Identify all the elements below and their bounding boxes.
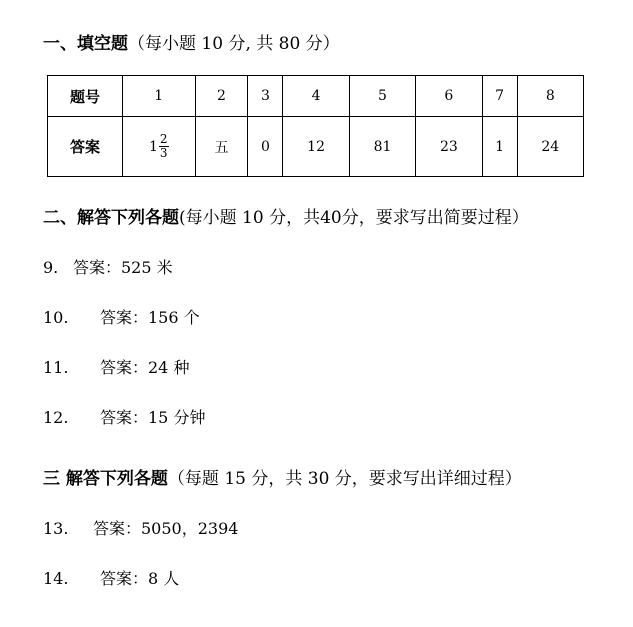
answer-line	[43, 260, 173, 276]
answer-cell-7: 1	[482, 117, 517, 177]
question-number-cell: 6	[416, 76, 482, 117]
section1-heading	[43, 36, 340, 53]
section1-note: （每小题 10 分, 共 80 分）	[128, 34, 340, 54]
fraction	[159, 133, 169, 159]
answer-line	[43, 360, 189, 376]
item-number: 11.	[43, 358, 69, 377]
section2-heading	[43, 210, 529, 227]
item-answer: 答案：5050，2394	[93, 519, 239, 538]
answer-line	[43, 410, 205, 426]
answer-line	[43, 310, 200, 326]
answer-cell-2: 五	[195, 117, 248, 177]
section2-title: 二、解答下列各题	[43, 208, 179, 228]
question-number-cell: 1	[123, 76, 196, 117]
section2-note: (每小题 10 分，共40分，要求写出简要过程）	[179, 208, 529, 228]
question-number-cell: 2	[195, 76, 248, 117]
item-answer: 答案：24 种	[100, 358, 190, 377]
item-answer: 答案：15 分钟	[100, 408, 206, 427]
item-number: 12.	[43, 408, 69, 427]
answer-cell-6: 23	[416, 117, 482, 177]
answer-table	[47, 75, 584, 177]
answer-line	[43, 571, 179, 587]
mixed-number	[149, 133, 169, 159]
item-number: 9.	[43, 258, 59, 277]
question-number-cell: 7	[482, 76, 517, 117]
table-row-numbers	[48, 76, 584, 117]
item-answer: 答案：525 米	[73, 258, 173, 277]
question-number-cell: 5	[349, 76, 415, 117]
section3-note: （每题 15 分，共 30 分，要求写出详细过程）	[167, 469, 522, 489]
fraction-numerator: 2	[159, 132, 168, 147]
item-answer: 答案：8 人	[100, 569, 180, 588]
question-number-label: 题号	[48, 76, 123, 117]
mixed-whole: 1	[148, 138, 158, 155]
fraction-denominator: 3	[159, 146, 168, 160]
question-number-cell: 8	[517, 76, 583, 117]
answer-label: 答案	[48, 117, 123, 177]
answer-cell-5: 81	[349, 117, 415, 177]
answer-cell-8: 24	[517, 117, 583, 177]
answer-cell-4: 12	[283, 117, 349, 177]
answer-cell-3: 0	[248, 117, 283, 177]
question-number-cell: 3	[248, 76, 283, 117]
item-number: 10.	[43, 308, 69, 327]
item-answer: 答案：156 个	[100, 308, 200, 327]
question-number-cell: 4	[283, 76, 349, 117]
table-row-answers	[48, 117, 584, 177]
section1-title: 一、填空题	[43, 34, 128, 54]
section3-heading	[43, 471, 522, 488]
item-number: 14.	[43, 569, 69, 588]
answer-cell-1	[123, 117, 196, 177]
item-number: 13.	[43, 519, 69, 538]
answer-line	[43, 521, 238, 537]
section3-title: 三 解答下列各题	[43, 469, 168, 489]
